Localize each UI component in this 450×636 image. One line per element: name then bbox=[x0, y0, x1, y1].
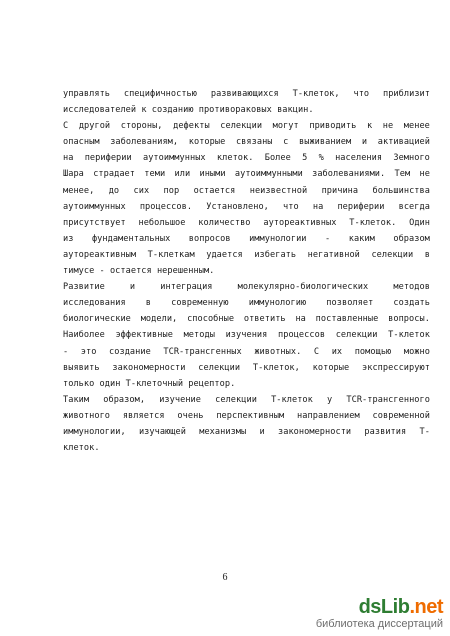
word: до bbox=[108, 185, 120, 196]
word: иммунологии, bbox=[63, 426, 126, 437]
word: стороны, bbox=[120, 121, 163, 132]
word: Т-клеткам bbox=[147, 249, 195, 260]
word: не bbox=[382, 121, 394, 132]
word: Установлено, bbox=[206, 201, 269, 212]
watermark-logo bbox=[359, 596, 443, 619]
word: периферии bbox=[337, 201, 385, 212]
word: ответить bbox=[243, 314, 286, 325]
document-body bbox=[63, 86, 430, 456]
text-line bbox=[63, 392, 430, 408]
word: - bbox=[63, 346, 69, 357]
word: фундаментальных bbox=[91, 233, 171, 244]
word: селекции bbox=[215, 394, 257, 405]
text-line bbox=[63, 295, 430, 311]
word: животного bbox=[63, 410, 111, 421]
word: иными bbox=[199, 169, 226, 180]
word: эффективные bbox=[115, 330, 173, 341]
text-line bbox=[63, 344, 430, 360]
text-line bbox=[63, 424, 430, 440]
word: страдает bbox=[93, 169, 135, 180]
text-line bbox=[63, 279, 430, 295]
page-number: 6 bbox=[222, 572, 228, 583]
text-line bbox=[63, 150, 430, 166]
word: рецептор. bbox=[188, 378, 236, 389]
word: интеграция bbox=[160, 282, 213, 293]
word: большинства bbox=[372, 185, 430, 196]
word: что bbox=[353, 89, 370, 99]
word: нерешенным. bbox=[156, 266, 215, 277]
word: приводить bbox=[309, 121, 357, 132]
word: биологические bbox=[63, 314, 131, 325]
word: Тем bbox=[394, 169, 411, 180]
word: негативной bbox=[307, 249, 360, 260]
word: закономерности bbox=[278, 426, 352, 437]
text-line bbox=[63, 86, 430, 102]
word: изучение bbox=[159, 394, 201, 405]
word: только bbox=[63, 378, 95, 389]
word: селекции bbox=[220, 121, 263, 132]
word: менее bbox=[403, 121, 430, 132]
watermark-logo-accent: .net bbox=[409, 596, 443, 618]
text-line bbox=[63, 311, 430, 327]
word: аутоиммунными bbox=[234, 169, 303, 180]
word: создание bbox=[109, 346, 151, 357]
word: помощью bbox=[354, 346, 392, 357]
word: и bbox=[259, 426, 265, 437]
text-line bbox=[63, 134, 430, 150]
word: приблизит bbox=[382, 89, 430, 99]
text-line bbox=[63, 102, 430, 118]
word: выявить bbox=[63, 362, 100, 373]
word: остается bbox=[109, 266, 152, 277]
word: менее, bbox=[63, 185, 95, 196]
word: связаны bbox=[235, 137, 273, 148]
word: перспективным bbox=[216, 410, 285, 421]
word: TCR-трансгенных bbox=[163, 346, 242, 357]
text-line bbox=[63, 231, 430, 247]
word: количество bbox=[198, 217, 251, 228]
word: селекции bbox=[371, 249, 414, 260]
word: 5 bbox=[302, 153, 308, 164]
word: Т-клеточный bbox=[125, 378, 184, 389]
word: которые bbox=[188, 137, 226, 148]
word: с bbox=[283, 137, 289, 148]
word: Таким bbox=[63, 394, 90, 405]
word: методы bbox=[183, 330, 215, 341]
word: Земного bbox=[393, 153, 430, 164]
word: является bbox=[122, 410, 165, 421]
word: аутоиммунных bbox=[142, 153, 206, 164]
word: периферии bbox=[84, 153, 132, 164]
word: % bbox=[318, 153, 324, 164]
word: или bbox=[174, 169, 191, 180]
word: опасным bbox=[63, 137, 100, 148]
word: активацией bbox=[377, 137, 430, 148]
watermark-logo-main: dsLib bbox=[358, 596, 410, 618]
word: молекулярно-биологических bbox=[237, 282, 369, 293]
word: заболеваниями. bbox=[312, 169, 386, 180]
word: современную bbox=[171, 298, 229, 309]
word: - bbox=[99, 266, 105, 277]
word: и bbox=[361, 137, 368, 148]
word: С bbox=[313, 346, 320, 357]
word: могут bbox=[272, 121, 299, 132]
word: Т-клеток bbox=[271, 394, 313, 405]
watermark-subtitle: библиотека диссертаций bbox=[315, 618, 443, 630]
word: Развитие bbox=[63, 282, 105, 293]
word: современной bbox=[372, 410, 430, 421]
text-line bbox=[63, 199, 430, 215]
word: аутореактивным bbox=[63, 249, 137, 260]
word: теми bbox=[144, 169, 166, 180]
word: каким bbox=[348, 233, 375, 244]
word: неизвестной bbox=[249, 185, 308, 196]
word: в bbox=[145, 298, 152, 309]
text-line bbox=[63, 166, 430, 182]
word: развивающихся bbox=[210, 89, 279, 99]
word: из bbox=[63, 233, 74, 244]
word: специфичностью bbox=[123, 89, 197, 99]
word: небольшое bbox=[138, 217, 186, 228]
word: иммунологию bbox=[248, 298, 307, 309]
word: дефекты bbox=[173, 121, 210, 132]
word: селекции bbox=[198, 362, 241, 373]
word: изучающей bbox=[138, 426, 186, 437]
word: изучения bbox=[225, 330, 268, 341]
text-line bbox=[63, 408, 430, 424]
word: у bbox=[327, 394, 333, 405]
text-line bbox=[63, 327, 430, 343]
word: заболеваниям, bbox=[110, 137, 179, 148]
word: TCR-трансгенного bbox=[346, 394, 430, 405]
word: их bbox=[331, 346, 343, 357]
word: механизмы bbox=[199, 426, 247, 437]
word: Т-клеток, bbox=[252, 362, 300, 373]
word: вакцин. bbox=[277, 105, 314, 116]
word: образом, bbox=[103, 394, 146, 405]
word: Наиболее bbox=[63, 330, 105, 341]
word: Т- bbox=[419, 426, 430, 437]
word: методов bbox=[393, 282, 430, 293]
text-line bbox=[63, 118, 430, 134]
word: Один bbox=[409, 217, 430, 228]
word: причина bbox=[321, 185, 359, 196]
word: не bbox=[419, 169, 430, 180]
text-line bbox=[63, 360, 430, 376]
word: вопросов bbox=[188, 233, 231, 244]
word: сих bbox=[133, 185, 150, 196]
word: другой bbox=[78, 121, 111, 132]
word: иммунологии bbox=[249, 233, 307, 244]
word: пор bbox=[163, 185, 180, 196]
text-line: клеток. bbox=[63, 443, 100, 454]
word: Т-клеток bbox=[388, 330, 430, 341]
word: вопросы. bbox=[388, 314, 430, 325]
word: и bbox=[129, 282, 136, 293]
word: тимусе bbox=[63, 266, 95, 277]
word: С bbox=[63, 121, 69, 132]
word: противораковых bbox=[198, 105, 272, 116]
word: поставленные bbox=[315, 314, 379, 325]
word: управлять bbox=[63, 89, 111, 99]
word: аутореактивных bbox=[263, 217, 337, 228]
text-line bbox=[63, 263, 430, 279]
word: удается bbox=[206, 249, 243, 260]
word: присутствует bbox=[63, 217, 126, 228]
word: селекции bbox=[335, 330, 378, 341]
word: в bbox=[424, 249, 430, 260]
word: на bbox=[295, 314, 306, 325]
word: населения bbox=[335, 153, 383, 164]
word: исследователей bbox=[63, 105, 137, 116]
word: это bbox=[80, 346, 97, 357]
word: Шара bbox=[63, 169, 84, 180]
word: очень bbox=[177, 410, 204, 421]
word: клеток. bbox=[216, 153, 254, 164]
word: направлением bbox=[297, 410, 360, 421]
word: выживанием bbox=[299, 137, 352, 148]
word: на bbox=[63, 153, 74, 164]
word: можно bbox=[403, 346, 430, 357]
word: животных. bbox=[254, 346, 302, 357]
text-line bbox=[63, 215, 430, 231]
word: всегда bbox=[398, 201, 430, 212]
text-line bbox=[63, 183, 430, 199]
word: способные bbox=[187, 314, 235, 325]
watermark bbox=[263, 596, 443, 632]
word: Т-клеток, bbox=[292, 89, 340, 99]
word: создать bbox=[393, 298, 430, 309]
word: развития bbox=[364, 426, 407, 437]
text-line bbox=[63, 376, 430, 392]
word: исследования bbox=[63, 298, 126, 309]
word: экспрессируют bbox=[362, 362, 430, 373]
word: процессов bbox=[278, 330, 326, 341]
word: Более bbox=[264, 153, 291, 164]
word: к bbox=[141, 105, 147, 116]
word: закономерности bbox=[112, 362, 186, 373]
word: Т-клеток. bbox=[349, 217, 397, 228]
word: что bbox=[283, 201, 299, 212]
word: - bbox=[325, 233, 331, 244]
word: которые bbox=[312, 362, 350, 373]
word: аутоиммунных bbox=[63, 201, 126, 212]
word: модели, bbox=[140, 314, 178, 325]
word: образом bbox=[393, 233, 430, 244]
word: к bbox=[366, 121, 373, 132]
word: созданию bbox=[151, 105, 194, 116]
word: избегать bbox=[254, 249, 297, 260]
word: процессов. bbox=[139, 201, 193, 212]
word: один bbox=[99, 378, 121, 389]
word: остается bbox=[193, 185, 236, 196]
text-line bbox=[63, 247, 430, 263]
word: на bbox=[312, 201, 324, 212]
word: позволяет bbox=[326, 298, 374, 309]
